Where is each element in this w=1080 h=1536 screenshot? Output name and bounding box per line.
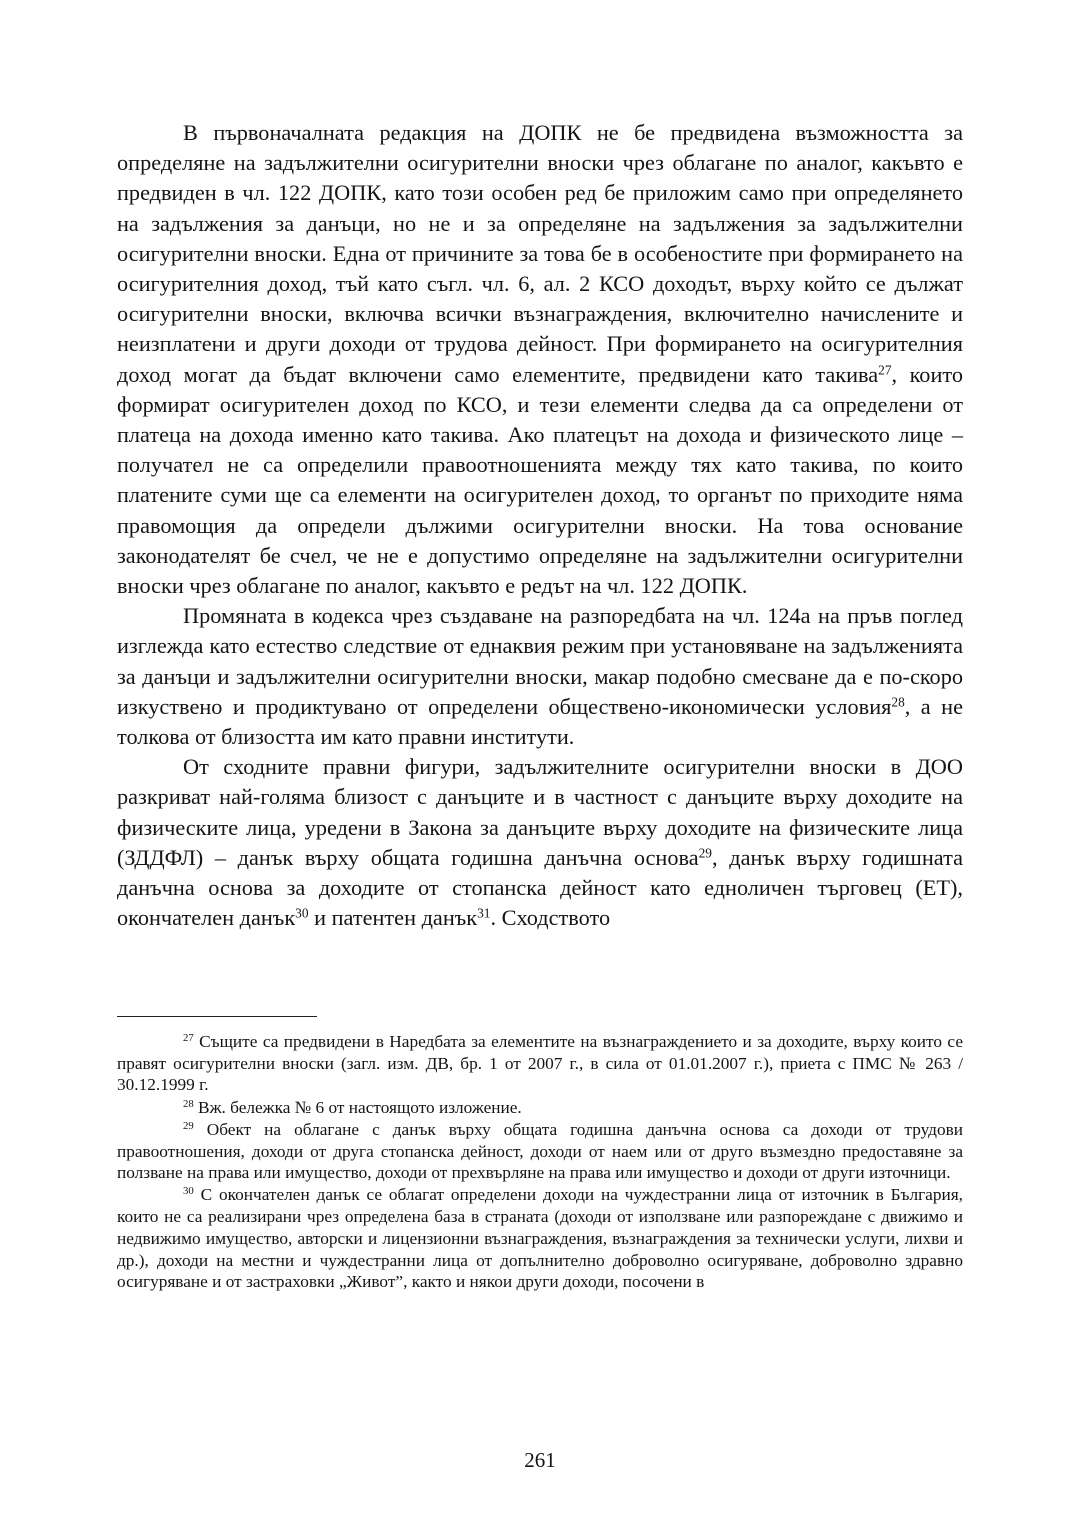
paragraph-3-text-tail: . Сходството (490, 905, 611, 931)
footnote-text: Обект на облагане с данък върху общата годишна данъчна основа са доходи от трудови правоотношения, доходи от друга стопанска дейност, доходи от наем или от друго възмездно предоставяне за ползване на права или имущество, доходи от прехвърляне на права или имущество и доходи от други източници. (117, 1119, 963, 1183)
footnote-number: 28 (183, 1097, 194, 1110)
footnote-number: 30 (183, 1185, 194, 1198)
main-text (117, 118, 963, 933)
footnote-29 (117, 1119, 963, 1184)
footnote-number: 27 (183, 1032, 194, 1045)
footnote-text: С окончателен данък се облагат определени доходи на чуждестранни лица от източник в България, които не са реализирани чрез определена база в страната (доходи от използване или разпореждане с движимо и недвижимо имущество, авторски и лицензионни възнаграждения, възнаграждения за технически услуги, лихви и др.), доходи на местни и чуждестранни лица от допълнително доброволно осигуряване, доброволно здравно осигуряване и от застраховки „Живот”, както и някои други доходи, посочени в (117, 1185, 963, 1292)
footnote-28 (117, 1097, 963, 1119)
paragraph-3 (117, 752, 963, 933)
footnote-30 (117, 1184, 963, 1293)
paragraph-3-text-mid: , данък върху годишната данъчна основа за доходите от стопанска дейност като едноличен търговец (ЕТ), окончателен данък (117, 844, 963, 931)
paragraph-1 (117, 118, 963, 601)
footnotes (117, 1031, 963, 1293)
paragraph-1-text: В първоначалната редакция на ДОПК не бе предвидена възможността за определяне на задължителни осигурителни вноски чрез облагане по аналог, какъвто е предвиден в чл. 122 ДОПК, като този особен ред бе приложим само при определянето на задължения за данъци, но не и за определяне на задължения за задължителни осигурителни вноски. Една от причините за това бе в особеностите при формирането на осигурителния доход, тъй като съгл. чл. 6, ал. 2 КСО доходът, върху който се дължат осигурителни вноски, включва всички възнаграждения, включително начислените и неизплатени и други доходи от трудова дейност. При формирането на осигурителния доход могат да бъдат включени само елементите, предвидени като такива (117, 120, 963, 387)
footnote-ref-27: 27 (878, 362, 892, 378)
footnote-ref-28: 28 (891, 694, 905, 710)
paragraph-2-text-tail: , а не толкова от близостта им като правни институти. (117, 693, 964, 750)
footnote-ref-31: 31 (477, 905, 491, 921)
footnote-text: Вж. бележка № 6 от настоящото изложение. (193, 1097, 522, 1117)
footnote-27 (117, 1031, 963, 1096)
footnote-ref-30: 30 (295, 905, 309, 921)
footnote-separator (117, 1016, 317, 1017)
footnote-number: 29 (183, 1119, 194, 1132)
paragraph-2-text: Промяната в кодекса чрез създаване на разпоредбата на чл. 124а на пръв поглед изглежда като естество следствие от еднаквия режим при установяване на задълженията за данъци и задължителни осигурителни вноски, макар подобно смесване да е по-скоро изкуствено и продиктувано от определени обществено-икономически условия (117, 603, 963, 719)
paragraph-2 (117, 601, 963, 752)
paragraph-3-text: От сходните правни фигури, задължителните осигурителни вноски в ДОО разкриват най-голяма близост с данъците и в частност с данъците върху доходите на физическите лица, уредени в Закона за данъците върху доходите на физическите лица (ЗДДФЛ) – данък върху общата годишна данъчна основа (117, 754, 963, 870)
footnote-ref-29: 29 (698, 845, 712, 861)
paragraph-3-text-mid2: и патентен данък (308, 905, 478, 931)
footnote-text: Същите са предвидени в Наредбата за елементите на възнаграждението и за доходите, върху които се правят осигурителни вноски (загл. изм. ДВ, бр. 1 от 2007 г., в сила от 01.01.2007 г.), приета с ПМС № 263 / 30.12.1999 г. (117, 1032, 963, 1095)
page-number: 261 (524, 1448, 556, 1472)
paragraph-1-text-tail: , които формират осигурителен доход по КСО, и тези елементи следва да са определени от платеца на дохода именно като такива. Ако платецът на дохода и физическото лице – получател не са определили правоотношенията между тях като такива, по които платените суми ще са елементи на осигурителен доход, то органът по приходите няма правомощия да определи дължими осигурителни вноски. На това основание законодателят бе счел, че не е допустимо определяне на задължителни осигурителни вноски чрез облагане по аналог, какъвто е редът на чл. 122 ДОПК. (117, 361, 963, 599)
